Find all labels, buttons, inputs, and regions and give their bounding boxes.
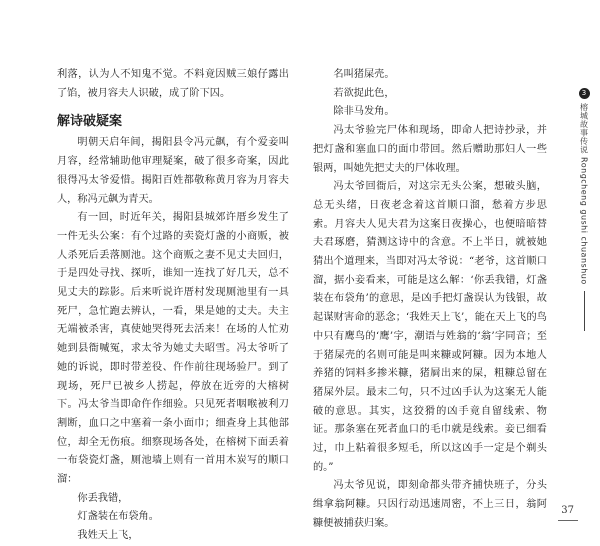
book-title-vertical: 榕城故事传说 Rongcheng gushi chuanshuo <box>579 103 589 285</box>
right-column <box>313 66 547 534</box>
page-number: 37 <box>561 505 574 516</box>
side-running-title <box>577 88 591 331</box>
chapter-badge: 3 <box>579 88 590 99</box>
poem-line: 你丢我错， <box>77 492 129 504</box>
story-paragraph-1: 明朝天启年间，揭阳县令冯元飙，有个爱妾叫月容，经常辅助他审理疑案，破了很多奇案，因此很得冯太爷爱惜。揭阳百姓都敬称黄月容为月容夫人，称冯元飙为青天。 <box>57 137 289 205</box>
poem-line: 我姓天上飞， <box>77 530 139 542</box>
story-paragraph-3: 冯太爷验完尸体和现场，即命人把诗抄录，并把灯盏和塞血口的面巾带回。然后赠助那妇人一些银两，叫她先把丈夫的尸体收理。 <box>313 125 547 174</box>
poem-line: 名叫猪屎壳。 <box>333 69 395 80</box>
story-paragraph-5: 冯太爷见说，即刻命都头带齐捕快班子，分头缉拿翁阿糠。只因行动迅速周密，不上三日，翁阿糠便被捕获归案。 <box>313 480 547 529</box>
story-paragraph-4: 冯太爷回衙后，对这宗无头公案，想破头脑，总无头绪，日夜老念着这首顺口溜，愁着方步思索。月容夫人见夫君为这案日夜操心，也便暗暗替夫君琢磨，猜测这诗中的含意。不上半日，就被她猜出个道理来，当即对冯太爷说：“老爷，这首顺口溜，据小妾看来，可能是这么解：‘你丢我错，灯盏装在布袋角’的意思，是凶手把灯盏误认为钱银，故起谋财害命的恶念；‘我姓天上飞’，能在天上飞的鸟中只有鹰鸟的‘鹰’字，潮语与姓翁的‘翁’字同音；至于猪屎壳的名则可能是叫来糠或阿糠。因为本地人养猪的饲料多掺米糠，猪屙出来的屎，粗糠总留在猪屎外层。最末二句，只不过凶手认为这案无人能破的意思。其实，这狡猾的凶手竟自留线索、物证。那条塞在死者血口的毛巾就是线索。妾已细看过，巾上粘着很多短毛，所以这凶手一定是个剃头的。” <box>313 181 547 473</box>
intro-paragraph: 利落，认为人不知鬼不觉。不料竟因贼三娘仔露出了馅，被月容夫人识破，成了阶下囚。 <box>57 69 289 99</box>
page-number-rule <box>558 520 578 521</box>
poem-line: 除非马发角。 <box>333 106 395 118</box>
left-column <box>57 66 289 546</box>
side-rule <box>584 291 585 331</box>
story-paragraph-2: 有一回，时近年关，揭阳县城郊许厝乡发生了一件无头公案：有个过路的卖瓷灯盏的小商贩，被人杀死后丢落厕池。这个商贩之妻不见丈夫回归，于是四处寻找、探听，谁知一连找了好几天，总不见丈夫的踪影。后来听说许厝村发现厕池里有一具死尸，急忙跑去辨认，一看，果是她的丈夫。夫主无端被杀害，真使她哭得死去活来！在场的人忙劝她到县衙喊冤，求太爷为她丈夫昭雪。冯太爷听了她的诉说，即时带差役、仵作前往现场验尸。到了现场，死尸已被乡人捞起，停放在近旁的大榕树下。冯太爷当即命仵作细验。只见死者咽喉被利刀割断，血口之中塞着一条小面巾；细查身上其他部位，却全无伤痕。细察现场各处，在榕树下面丢着一布袋瓷灯盏，厕池墙上则有一首用木炭写的顺口溜： <box>57 212 289 486</box>
story-heading: 解诗破疑案 <box>57 114 123 130</box>
poem-line: 灯盏装在布袋角。 <box>77 511 159 523</box>
poem-line: 若欲捉此色， <box>333 87 395 99</box>
